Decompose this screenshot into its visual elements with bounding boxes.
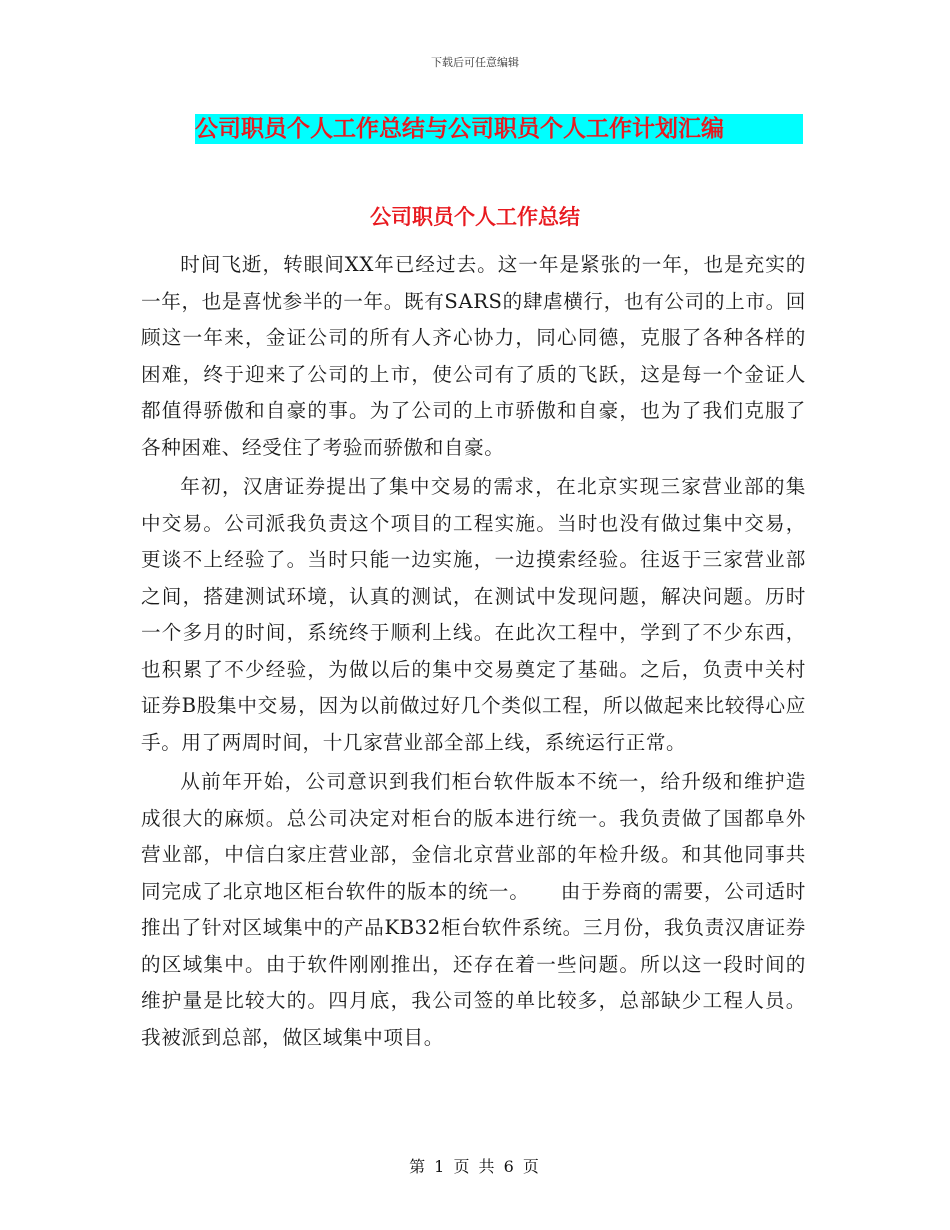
page-number-footer: 第 1 页 共 6 页: [409, 1157, 541, 1176]
body-paragraph: 从前年开始，公司意识到我们柜台软件版本不统一，给升级和维护造成很大的麻烦。总公司决定对柜台的版本进行统一。我负责做了国都阜外营业部，中信白家庄营业部，金信北京营业部的年检升级。和其他同事共同完成了北京地区柜台软件的版本的统一。 由于券商的需要，公司适时推出了针对区域集中的产品KB32柜台软件系统。三月份，我负责汉唐证券的区域集中。由于软件刚刚推出，还存在着一些问题。所以这一段时间的维护量是比较大的。四月底，我公司签的单比较多，总部缺少工程人员。我被派到总部，做区域集中项目。: [141, 770, 806, 1049]
body-paragraph: 时间飞逝，转眼间XX年已经过去。这一年是紧张的一年，也是充实的一年，也是喜忧参半的一年。既有SARS的肆虐横行，也有公司的上市。回顾这一年来，金证公司的所有人齐心协力，同心同德，克服了各种各样的困难，终于迎来了公司的上市，使公司有了质的飞跃，这是每一个金证人都值得骄傲和自豪的事。为了公司的上市骄傲和自豪，也为了我们克服了各种困难、经受住了考验而骄傲和自豪。: [141, 253, 806, 459]
page-header-note: 下载后可任意编辑: [431, 56, 519, 69]
section-title: 公司职员个人工作总结: [370, 205, 580, 229]
document-body: [141, 247, 806, 1059]
body-paragraph: 年初，汉唐证券提出了集中交易的需求，在北京实现三家营业部的集中交易。公司派我负责这个项目的工程实施。当时也没有做过集中交易，更谈不上经验了。当时只能一边实施，一边摸索经验。往返于三家营业部之间，搭建测试环境，认真的测试，在测试中发现问题，解决问题。历时一个多月的时间，系统终于顺利上线。在此次工程中，学到了不少东西，也积累了不少经验，为做以后的集中交易奠定了基础。之后，负责中关村证券B股集中交易，因为以前做过好几个类似工程，所以做起来比较得心应手。用了两周时间，十几家营业部全部上线，系统运行正常。: [141, 475, 806, 754]
document-title: 公司职员个人工作总结与公司职员个人工作计划汇编: [195, 114, 803, 144]
